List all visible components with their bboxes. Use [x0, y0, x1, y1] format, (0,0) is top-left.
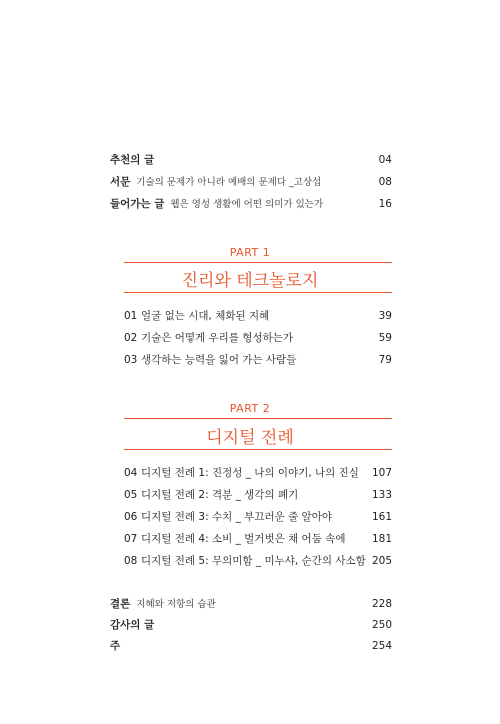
part-1-label: PART 1 [229, 246, 271, 259]
chapter-page: 59 [378, 332, 392, 344]
toc-entry-recommendation[interactable] [110, 152, 392, 167]
toc-entry-subtitle: 웹은 영성 생활에 어떤 의미가 있는가 [170, 199, 324, 210]
chapter-page: 79 [378, 354, 392, 366]
chapter-title: 생각하는 능력을 잃어 가는 사람들 [141, 354, 297, 366]
toc-entry-page: 254 [371, 640, 392, 652]
toc-chapter-04[interactable] [124, 465, 392, 480]
part-2-label: PART 2 [229, 402, 271, 415]
toc-chapter-01[interactable] [124, 308, 392, 323]
part-2-title: 디지털 전례 [206, 428, 294, 448]
chapter-title: 디지털 전례 2: 격분 _ 생각의 폐기 [141, 489, 299, 501]
chapter-title: 디지털 전례 3: 수치 _ 부끄러운 줄 알아야 [141, 511, 332, 523]
toc-chapter-05[interactable] [124, 487, 392, 502]
part-1-rule-top [124, 262, 392, 263]
chapter-page: 107 [371, 467, 392, 479]
toc-chapter-03[interactable] [124, 352, 392, 367]
toc-entry-page: 04 [378, 154, 392, 166]
part-1-rule-bottom [124, 292, 392, 293]
toc-chapter-08[interactable] [124, 553, 392, 568]
toc-entry-subtitle: 기술의 문제가 아니라 예배의 문제다 _고상섭 [136, 177, 322, 188]
toc-entry-acknowledgments[interactable] [110, 617, 392, 632]
chapter-title: 디지털 전례 1: 진정성 _ 나의 이야기, 나의 진실 [141, 467, 359, 479]
chapter-number: 08 [124, 555, 138, 567]
toc-chapter-02[interactable] [124, 330, 392, 345]
toc-entry-page: 08 [378, 176, 392, 188]
chapter-number: 02 [124, 332, 138, 344]
toc-entry-page: 250 [371, 619, 392, 631]
toc-entry-conclusion[interactable] [110, 596, 392, 611]
toc-entry-label: 결론 [110, 598, 131, 610]
chapter-number: 01 [124, 310, 138, 322]
chapter-number: 06 [124, 511, 138, 523]
toc-chapter-06[interactable] [124, 509, 392, 524]
part-2-rule-top [124, 418, 392, 419]
toc-entry-label: 추천의 글 [110, 154, 155, 166]
chapter-page: 39 [378, 310, 392, 322]
chapter-title: 디지털 전례 4: 소비 _ 벌거벗은 채 어둠 속에 [141, 533, 346, 545]
toc-entry-label: 들어가는 글 [110, 198, 165, 210]
toc-entry-preface[interactable] [110, 174, 392, 189]
toc-entry-page: 16 [378, 198, 392, 210]
chapter-number: 03 [124, 354, 138, 366]
part-2-rule-bottom [124, 449, 392, 450]
chapter-title: 얼굴 없는 시대, 체화된 지혜 [141, 310, 270, 322]
chapter-page: 133 [371, 489, 392, 501]
toc-entry-subtitle: 지혜와 저항의 습관 [136, 599, 216, 610]
toc-entry-page: 228 [371, 598, 392, 610]
toc-chapter-07[interactable] [124, 531, 392, 546]
toc-entry-label: 감사의 글 [110, 619, 155, 631]
toc-entry-introduction[interactable] [110, 196, 392, 211]
toc-entry-label: 주 [110, 640, 121, 652]
chapter-page: 161 [371, 511, 392, 523]
chapter-number: 07 [124, 533, 138, 545]
chapter-page: 205 [371, 555, 392, 567]
chapter-number: 04 [124, 467, 138, 479]
toc-entry-label: 서문 [110, 176, 131, 188]
chapter-number: 05 [124, 489, 138, 501]
chapter-page: 181 [371, 533, 392, 545]
part-1-title: 진리와 테크놀로지 [181, 271, 319, 291]
chapter-title: 기술은 어떻게 우리를 형성하는가 [141, 332, 294, 344]
toc-entry-notes[interactable] [110, 638, 392, 653]
chapter-title: 디지털 전례 5: 무의미함 _ 미누샤, 순간의 사소함 [141, 555, 366, 567]
